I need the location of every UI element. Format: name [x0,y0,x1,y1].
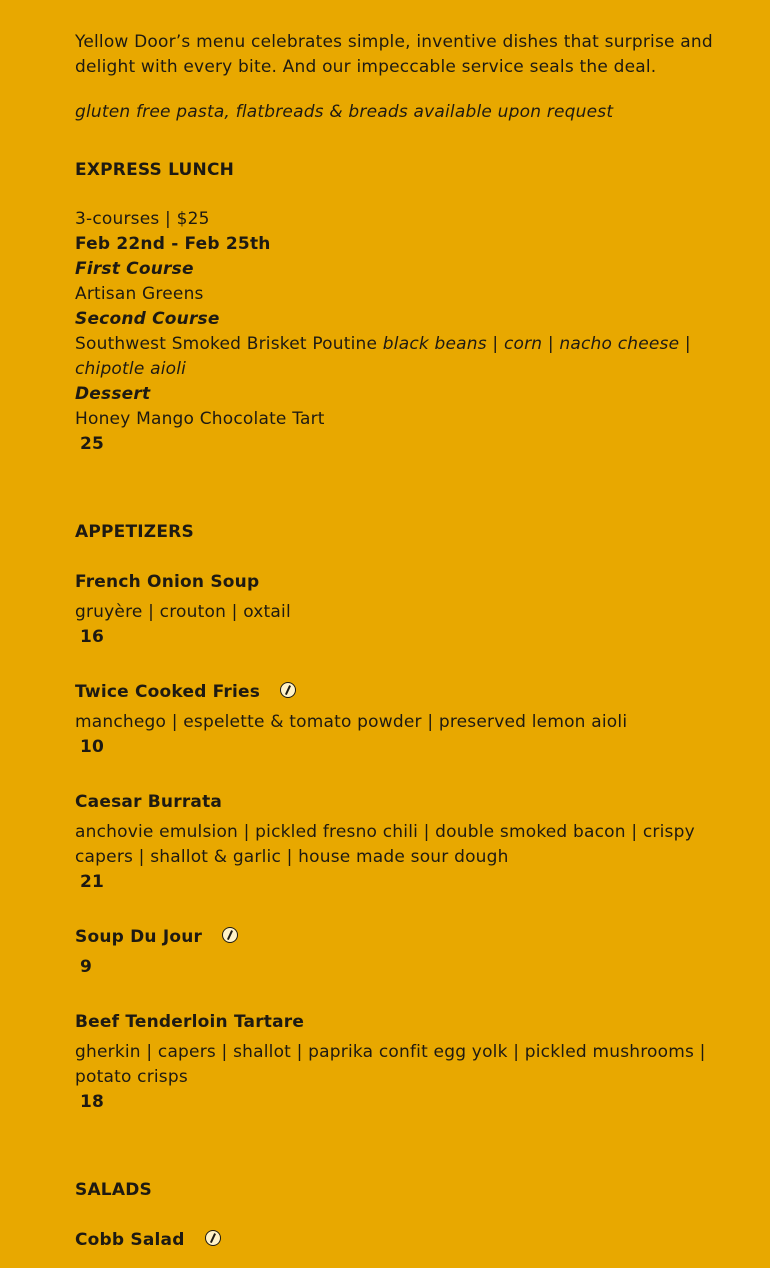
menu-intro: Yellow Door’s menu celebrates simple, inventive dishes that surprise and delight with every bite. And our impeccable service seals the deal. [75,32,713,77]
item-description: anchovie emulsion | pickled fresno chili | double smoked bacon | crispy capers | shallot & garlic | house made sour dough [75,822,695,867]
express-dates: Feb 22nd - Feb 25th [75,234,271,254]
salads-title: SALADS [75,1180,152,1200]
second-course-label: Second Course [75,309,220,329]
express-price: 25 [80,434,105,454]
item-price: 9 [80,957,93,977]
second-course-item: Southwest Smoked Brisket Poutine [75,334,378,354]
dessert-item: Honey Mango Chocolate Tart [75,409,325,429]
item-name: Beef Tenderloin Tartare [75,1012,305,1032]
item-price: 16 [80,627,105,647]
item-name: Soup Du Jour [75,927,203,947]
menu-item [75,680,714,760]
second-course-line [75,332,714,382]
item-price: 21 [80,872,105,892]
menu-item [75,1228,714,1253]
item-name: Cobb Salad [75,1230,185,1250]
item-name: French Onion Soup [75,572,260,592]
vegetarian-icon [280,682,296,698]
menu-item [75,925,714,980]
express-price-line: 3-courses | $25 [75,209,210,229]
menu-item [75,790,714,895]
item-description: gruyère | crouton | oxtail [75,602,291,622]
second-course-detail: black beans | corn | nacho cheese | chipotle aioli [75,334,691,379]
first-course-label: First Course [75,259,194,279]
item-price: 18 [80,1092,105,1112]
item-price: 10 [80,737,105,757]
dessert-label: Dessert [75,384,151,404]
vegetarian-icon [205,1230,221,1246]
gluten-free-note: gluten free pasta, flatbreads & breads available upon request [75,102,614,122]
vegetarian-icon [222,927,238,943]
menu-item [75,570,714,650]
item-name: Twice Cooked Fries [75,682,261,702]
express-lunch-title: EXPRESS LUNCH [75,160,235,180]
item-name: Caesar Burrata [75,792,223,812]
first-course-item: Artisan Greens [75,284,204,304]
appetizers-title: APPETIZERS [75,522,194,542]
item-description: gherkin | capers | shallot | paprika confit egg yolk | pickled mushrooms | potato crisps [75,1042,706,1087]
menu-item [75,1010,714,1115]
item-description: manchego | espelette & tomato powder | preserved lemon aioli [75,712,628,732]
